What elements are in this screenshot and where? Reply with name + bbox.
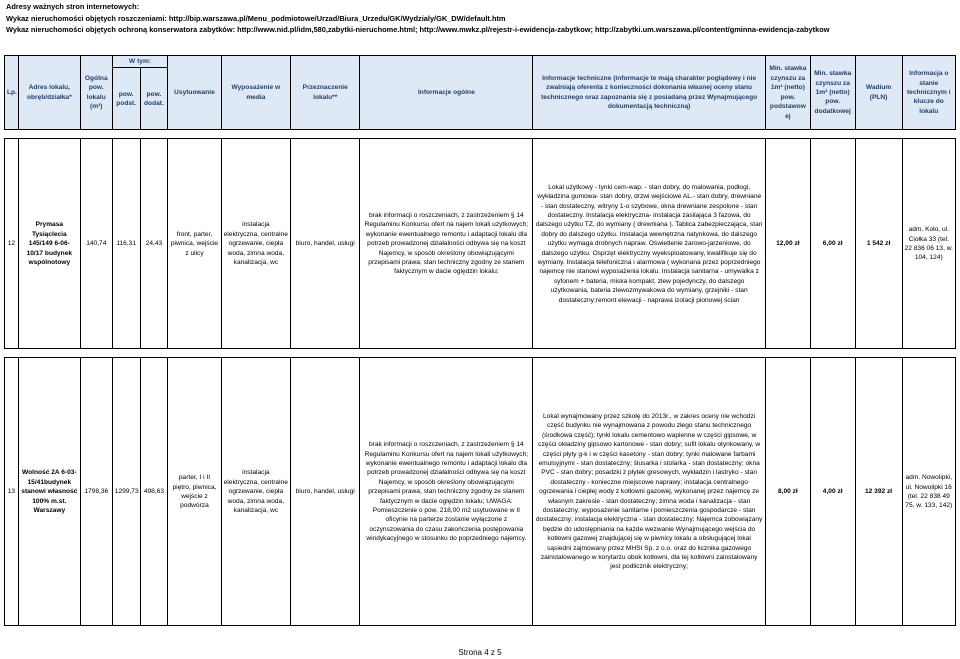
row-usage: front, parter, piwnica, wejście z ulicy <box>168 139 221 349</box>
row-rate-main: 12,00 zł <box>765 139 810 349</box>
header-keys-info: Informacja o stanie technicznym i klucze do lokalu <box>902 56 955 130</box>
row-usage: parter, I i II piętro, piwnica, wejście z podwórza <box>168 358 221 626</box>
row-equipment: instalacja elektryczna, centralne ogrzewanie, ciepła woda, zimna woda, kanalizacja, wc <box>221 139 290 349</box>
row-area-main: 116,31 <box>112 139 140 349</box>
header-general-info: Informacje ogólne <box>360 56 533 130</box>
intro-title: Adresy ważnych stron internetowych: <box>6 2 140 11</box>
header-row-top <box>5 56 956 68</box>
row-total-area: 1798,36 <box>80 358 112 626</box>
intro-line-claims: Wykaz nieruchomości objętych roszczeniami: http://bip.warszawa.pl/Menu_podmiotowe/Urzad/Biura_Urzedu/GK/Wydzialy/GK_DW/default.htm <box>6 13 506 23</box>
gap-row <box>5 349 956 358</box>
row-keys-info: adm. Nowolipki, ul. Nowolipki 16 (tel. 22 838 49 75, w. 133, 142) <box>902 358 955 626</box>
row-area-extra: 24,43 <box>140 139 168 349</box>
header-usage: Usytuowanie <box>168 56 221 130</box>
header-w-tym: W tym: <box>112 56 168 68</box>
row-deposit: 1 542 zł <box>855 139 902 349</box>
header-deposit: Wadium (PLN) <box>855 56 902 130</box>
row-total-area: 140,74 <box>80 139 112 349</box>
row-keys-info: adm. Koło, ul. Ciołka 33 (tel. 22 836 06 13, w. 104, 124) <box>902 139 955 349</box>
header-area-extra: pow. dodat. <box>140 68 168 130</box>
header-area-main: pow. podst. <box>112 68 140 130</box>
row-tech-info: Lokal wynajmowany przez szkołę do 2013r., w zakres oceny nie wchodzi część budynku nie wynajmowana z powodu złego stanu technicznego (środkowa część); tynki lokalu cementowo wapienne w części gipsowe, w części okładziny gipsowo kartonowe - stan dobry; sufit lokalu otynkowany, w części płyty g-k i w części kasetony - stan dobry; tynki malowane farbami emulsyjnymi - stan dostateczny; ślusarka i stolarka - stan dostateczny; okna PVC - stan dobry; posadzki z płytek gresowych, wykładzin i lastryko - stan dostateczny - konieczne miejscowe naprawy; instalacja centralnego ogrzewania i ciepłej wody z kotłowni gazowej, wykonanej przez najemcę ze własnym zakresie - stan dostateczny; zimna woda i kanalizacja - stan dostateczny; wyposażenie sanitarne i pomieszczenia gospodarcze - stan dostateczny; instalacja elektryczna - stan dostateczny; Najemca zobowiązany będzie do udostępniania na każde wezwanie Wynajmującego wejścia do kotłowni gazowej znajdującej się w piwnicy lokalu a obsługującej lokal sąsiedni zajmowany przez MHSI Sp. z o.o. oraz do licznika gazowego zainstalowanego w korytarzu obok kotłowni, dla tej kotłowni zainstalowany jest podlicznik elektryczny; <box>533 358 766 626</box>
intro-line-monuments: Wykaz nieruchomości objętych ochroną konserwatora zabytków: http://www.nid.pl/idm,580,zabytki-nieruchome.html; http://www.mwkz.pl/rejestr-i-ewidencja-zabytkow; http://zabytki.um.warszawa.pl/content/gminna-ewidencja-zabytkow <box>6 25 830 34</box>
header-rate-main: Min. stawka czynszu za 1m² (netto) pow. podstawow ej <box>765 56 810 130</box>
row-purpose: biuro, handel, usługi <box>291 139 360 349</box>
row-tech-info: Lokal użytkowy - tynki cem-wap. - stan dobry, do malowania, podłogi, wykładzina gumowa- stan dobry, drzwi wejściowe AL.- stan dobry, drewniane - stan dostateczny, witryny 1-o szybowe, okna drewniane zespolone - stan dostateczny. Instalacja elektryczna- instalacja zasilająca 3 fazowa, do dalszego użytku TZ, do wymiany ( drewniana ). Tablica zabezpieczająca, stan dobry do dalszego użytku. Instalacja wewnętrzna natynkowa, do dalszego użytku wymaga drobnych napraw. Oświetlenie żarowo-jarzeniowe, do dalszego użytku. Osprzęt elektryczny wyeksploatowany, kwalifikuje się do wymiany. Instalacja telefoniczna i alarmowa ( wykonana przez poprzedniego najemcę nie stanowi wyposażenia lokalu. Instalacja sanitarna - umywalka z syfonem + bateria, miska kompakt, zlew pojedynczy, do dalszego użytkowania, bateria zlewozmywakowa do wymiany, grzejniki - stan dostateczny;remont elewacji - naprawa izolacji pionowej ścian <box>533 139 766 349</box>
row-general-info: brak informacji o roszczeniach, z zastrzeżeniem § 14 Regulaminu Konkursu ofert na najem lokali użytkowych; wykonanie ewentualnego remontu i adaptacji lokalu dla potrzeb prowadzonej działalności odbywa się na koszt Najemcy, w sposób określony obowiązującymi przepisami prawa; stan techniczny zgodny ze stanem faktycznym w dacie oględzin lokalu; <box>360 139 533 349</box>
intro-block <box>6 1 956 36</box>
row-rate-extra: 4,00 zł <box>810 358 855 626</box>
row-rate-main: 8,00 zł <box>765 358 810 626</box>
header-equipment: Wyposażenie w media <box>221 56 290 130</box>
row-rate-extra: 6,00 zł <box>810 139 855 349</box>
header-total-area: Ogólna pow. lokalu (m²) <box>80 56 112 130</box>
header-tech-info: Informacje techniczne (informacje te mają charakter poglądowy i nie zwalniają oferenta z konieczności dokonania własnej oceny stanu technicznego oraz zapoznania się z posiadaną przez Wynajmującego dokumentacją techniczną) <box>533 56 766 130</box>
row-area-main: 1299,73 <box>112 358 140 626</box>
page-number: Strona 4 z 5 <box>458 648 502 657</box>
row-address: Wolność 2A 6-03-15/41budynek stanowi własność 100% m.st. Warszawy <box>18 358 80 626</box>
row-address: Prymasa Tysiąclecia 145/149 6-06-10/17 budynek wspólnotowy <box>18 139 80 349</box>
row-general-info: brak informacji o roszczeniach, z zastrzeżeniem § 14 Regulaminu Konkursu ofert na najem lokali użytkowych; wykonanie ewentualnego remontu i adaptacji lokalu dla potrzeb prowadzonej działalności odbywa się na koszt Najemcy, w sposób określony obowiązującymi przepisami prawa; stan techniczny zgodny ze stanem faktycznym w dacie oględzin lokalu; UWAGA: Pomieszczenie o pow. 218,00 m2 usytuowane w II oficynie na parterze zostanie wyłączone z oczynszowania do czasu zakończenia postępowania windykacyjnego w stosunku do poprzedniego najemcy. <box>360 358 533 626</box>
header-lp: Lp. <box>5 56 19 130</box>
row-purpose: biuro, handel, usługi <box>291 358 360 626</box>
row-lp: 13 <box>5 358 19 626</box>
row-lp: 12 <box>5 139 19 349</box>
table-row <box>5 358 956 626</box>
gap-row <box>5 130 956 139</box>
header-rate-extra: Min. stawka czynszu za 1m² (netto) pow. dodatkowej <box>810 56 855 130</box>
header-address: Adres lokalu, obręb/działka* <box>18 56 80 130</box>
premises-table <box>4 55 956 626</box>
header-purpose: Przeznaczenie lokalu** <box>291 56 360 130</box>
row-deposit: 12 392 zł <box>855 358 902 626</box>
row-area-extra: 498,63 <box>140 358 168 626</box>
table-row <box>5 139 956 349</box>
row-equipment: instalacja elektryczna, centralne ogrzewanie, ciepła woda, zimna woda, kanalizacja, wc <box>221 358 290 626</box>
